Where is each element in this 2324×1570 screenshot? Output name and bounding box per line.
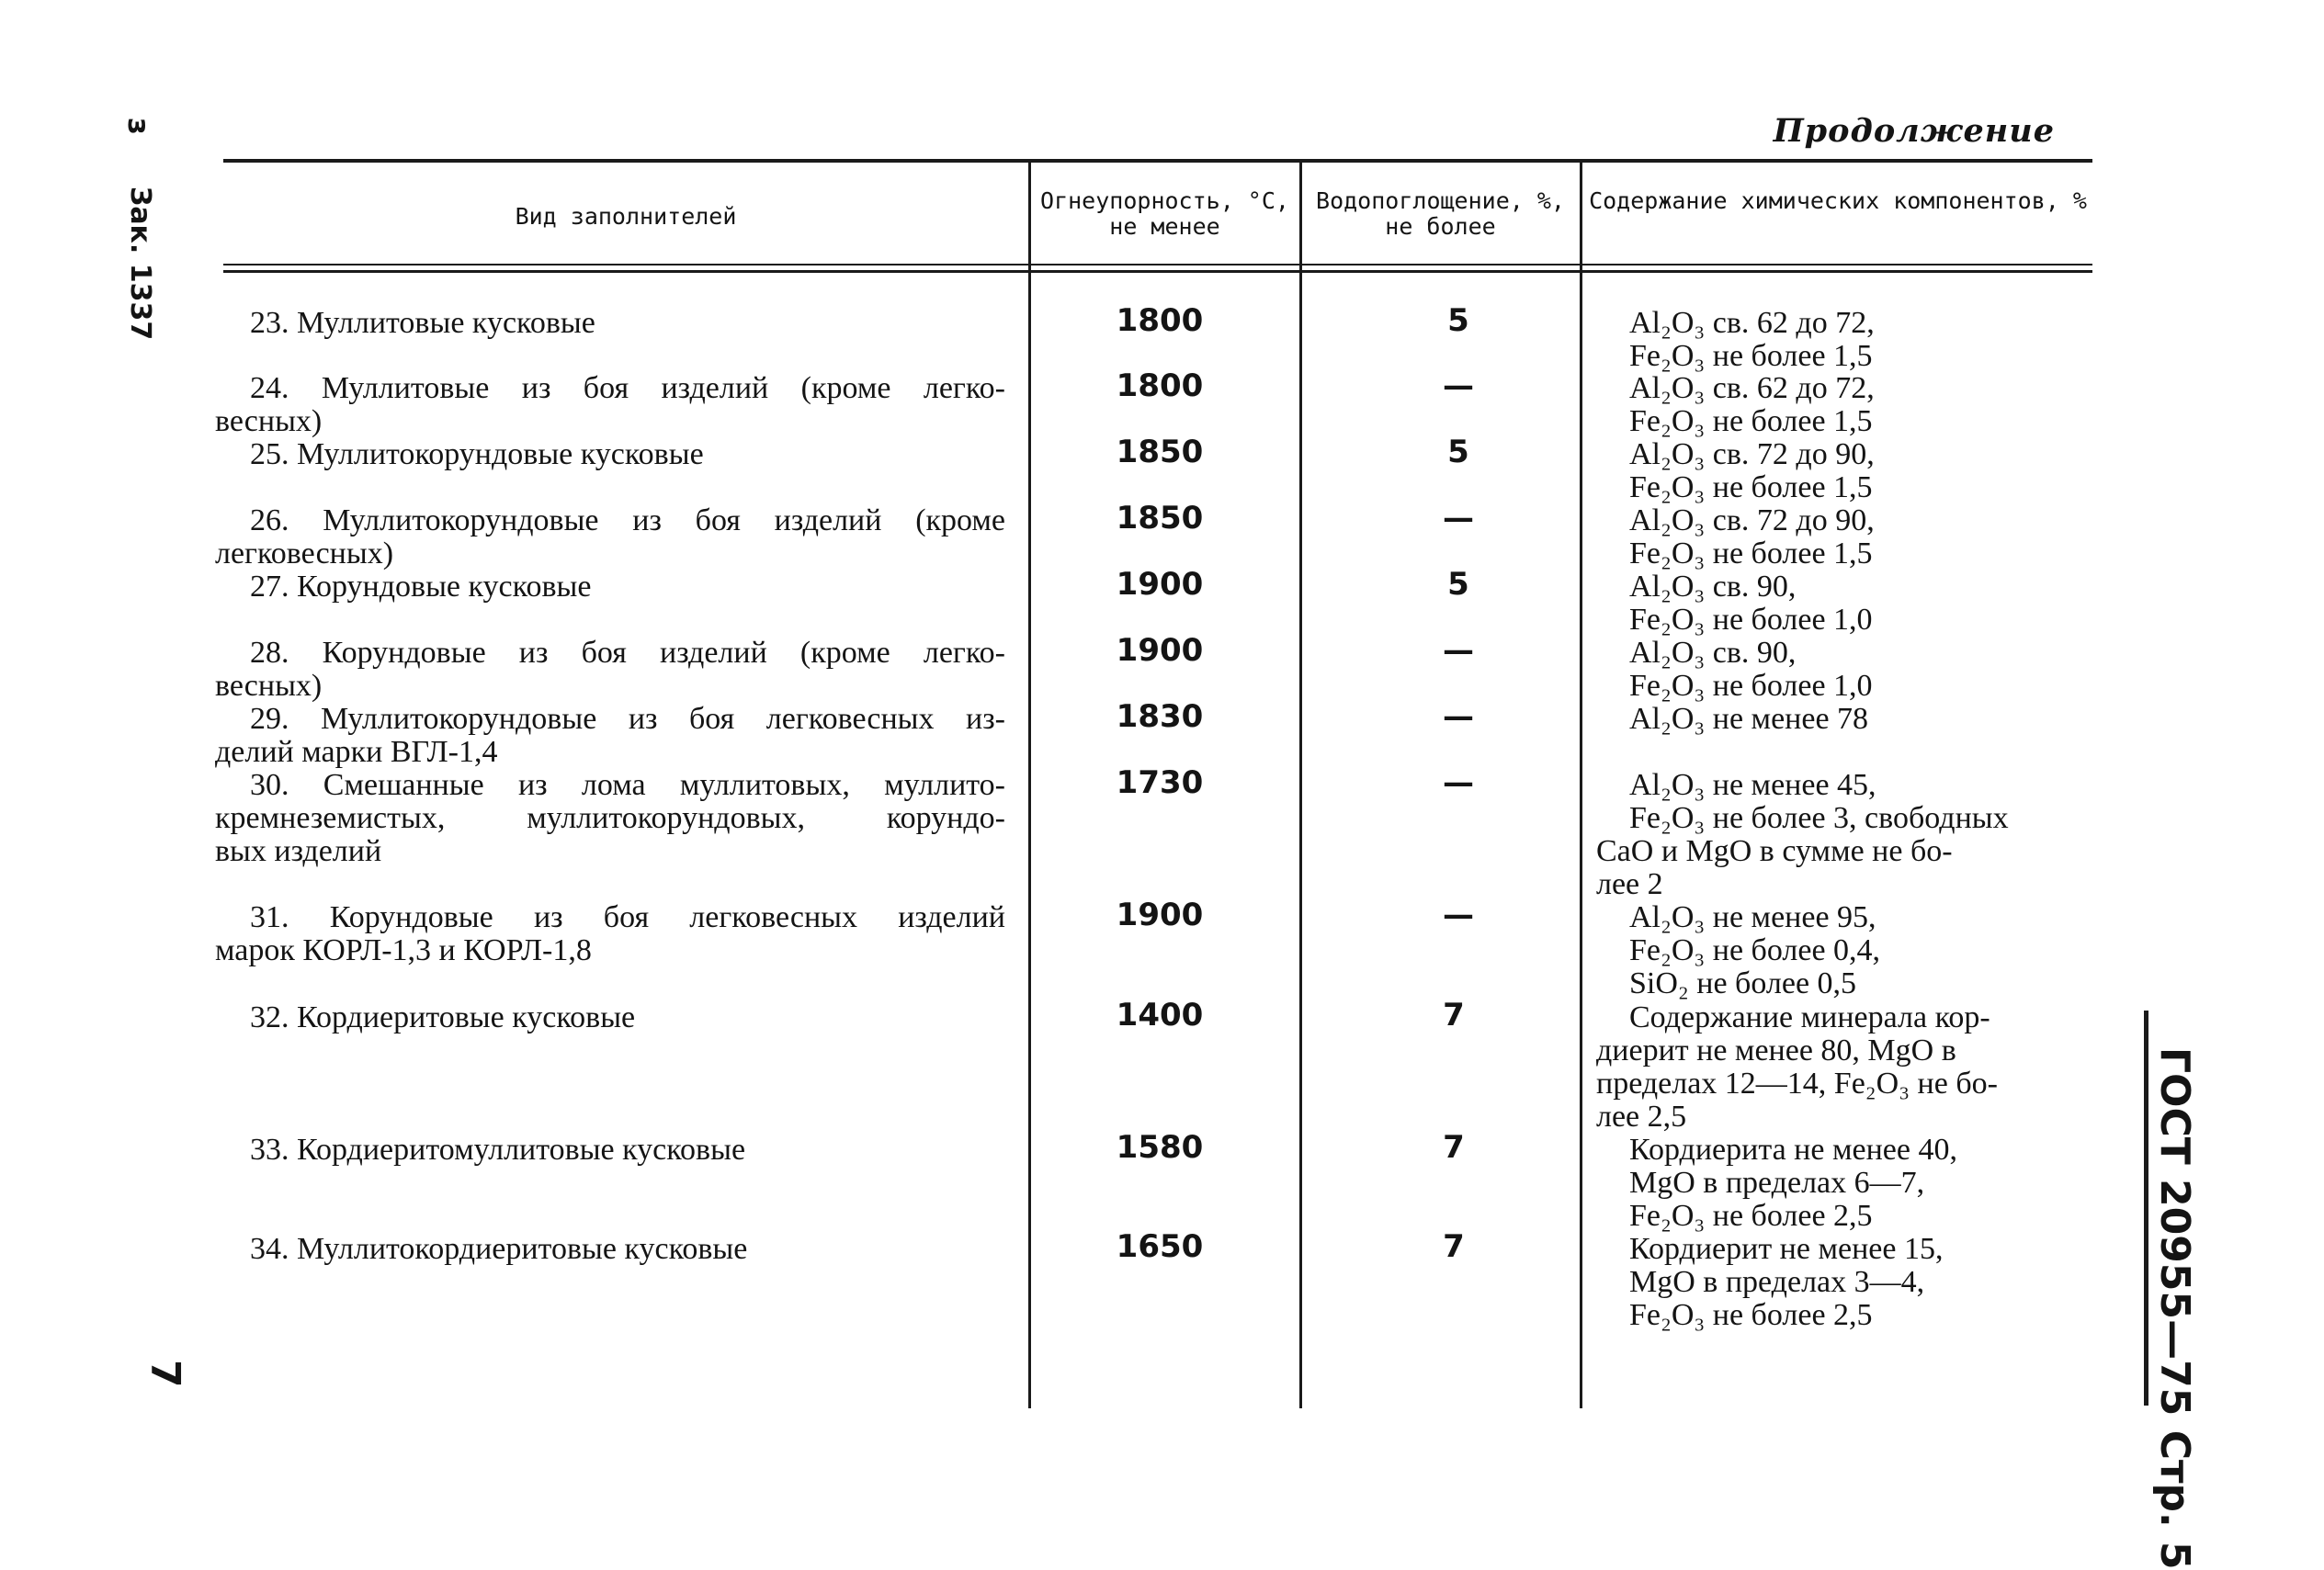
chem-line: Fe₂O₃ не более 1,5 — [1629, 339, 1873, 373]
row-29-name-cont — [215, 736, 498, 769]
row-26-chemistry — [1629, 504, 1875, 570]
gost-rule — [2144, 1011, 2148, 1406]
row-25-chemistry — [1629, 438, 1875, 504]
row-34-chemistry — [1629, 1233, 1943, 1332]
row-26-water: — — [1443, 500, 1474, 537]
chem-line: Al₂O₃ не менее 78 — [1629, 702, 1869, 736]
chem-line: Fe₂O₃ не более 1,5 — [1629, 404, 1873, 438]
row-29-chemistry — [1629, 703, 1868, 736]
row-31-water: — — [1443, 897, 1474, 933]
row-27-chemistry — [1629, 570, 1873, 637]
header-bottom-rule-1 — [223, 264, 2092, 265]
chem-line: Fe₂O₃ не более 0,4, — [1629, 933, 1881, 967]
continued-caption: Продолжение — [1773, 112, 2055, 150]
row-33-name — [250, 1134, 745, 1167]
chem-line: лее 2 — [1596, 867, 1663, 901]
chem-line: Fe₂O₃ не более 3, свободных — [1629, 801, 2009, 835]
chem-line: Fe₂O₃ не более 1,0 — [1629, 669, 1873, 703]
chem-line: Al₂O₃ св. 62 до 72, — [1629, 371, 1875, 405]
row-33-chemistry — [1629, 1134, 1957, 1233]
name-line: делий марки ВГЛ-1,4 — [215, 735, 498, 769]
chem-line: MgO в пределах 3—4, — [1629, 1265, 1925, 1299]
col-divider-2 — [1299, 163, 1302, 1408]
row-26-name — [215, 504, 1005, 537]
row-28-name — [215, 637, 1005, 670]
chem-line: Al₂O₃ св. 90, — [1629, 570, 1797, 604]
row-30-name-cont — [215, 835, 381, 868]
row-27-water: 5 — [1447, 566, 1469, 603]
row-24-name-cont — [215, 405, 322, 438]
chem-line: Al₂O₃ св. 72 до 90, — [1629, 503, 1875, 537]
row-34-name — [250, 1233, 747, 1266]
chem-line: Al₂O₃ не менее 95, — [1629, 900, 1876, 934]
name-line: 26. Муллитокорундовые из боя изделий (кроме — [250, 503, 1005, 537]
row-29-refractoriness: 1830 — [1116, 698, 1204, 735]
chem-line: Al₂O₃ св. 90, — [1629, 636, 1797, 670]
chem-line: Содержание минерала кор- — [1629, 1000, 1990, 1034]
name-line: весных) — [215, 404, 323, 438]
chem-line: Кордиерит не менее 15, — [1629, 1232, 1944, 1266]
chem-line: Al₂O₃ не менее 45, — [1629, 768, 1876, 802]
row-24-name — [215, 372, 1005, 405]
row-25-water: 5 — [1447, 434, 1469, 470]
name-line: кремнеземистых, муллитокорундовых, корундо- — [215, 801, 1005, 835]
row-31-name — [215, 901, 1005, 934]
row-27-name — [250, 570, 591, 604]
header-water-absorption: Водопоглощение, %, не более — [1316, 187, 1565, 240]
row-33-refractoriness: 1580 — [1116, 1129, 1204, 1166]
header-filler-type: Вид заполнителей — [515, 203, 737, 230]
row-28-water: — — [1443, 632, 1474, 669]
order-number: Зак. 1337 — [124, 186, 156, 341]
row-29-name — [215, 703, 1005, 736]
row-32-refractoriness: 1400 — [1116, 997, 1204, 1033]
name-line: весных) — [215, 669, 323, 703]
name-line: 27. Корундовые кусковые — [250, 570, 592, 604]
chem-line: Al₂O₃ св. 72 до 90, — [1629, 437, 1875, 471]
row-32-water: 7 — [1443, 997, 1465, 1033]
page-number: 7 — [142, 1360, 188, 1388]
name-line: 33. Кордиеритомуллитовые кусковые — [250, 1133, 746, 1167]
row-28-chemistry — [1629, 637, 1873, 703]
gost-mark: ГОСТ 20955—75 Стр. 5 — [2151, 1047, 2198, 1570]
row-31-refractoriness: 1900 — [1116, 897, 1204, 933]
chem-line: лее 2,5 — [1596, 1100, 1687, 1134]
row-24-water: — — [1443, 367, 1474, 404]
row-32-name — [250, 1001, 635, 1034]
name-line: легковесных) — [215, 537, 394, 570]
header-bottom-rule-2 — [223, 270, 2092, 273]
name-line: 29. Муллитокорундовые из боя легковесных из- — [250, 702, 1005, 736]
chem-line: Fe₂O₃ не более 1,5 — [1629, 470, 1873, 504]
chem-line: CaO и MgO в сумме не бо- — [1596, 834, 1953, 868]
header-chemical-content: Содержание химических компонентов, % — [1589, 187, 2087, 214]
row-26-refractoriness: 1850 — [1116, 500, 1204, 537]
name-line: 24. Муллитовые из боя изделий (кроме легко- — [250, 371, 1005, 405]
row-30-water: — — [1443, 764, 1474, 801]
row-23-name — [250, 307, 595, 340]
name-line: марок КОРЛ-1,3 и КОРЛ-1,8 — [215, 933, 592, 967]
page-mark: з — [121, 118, 156, 135]
chem-line: Fe₂O₃ не более 2,5 — [1629, 1298, 1873, 1332]
header-refractoriness: Огнеупорность, °С, не менее — [1040, 187, 1289, 240]
col-divider-1 — [1028, 163, 1031, 1408]
row-30-refractoriness: 1730 — [1116, 764, 1204, 801]
name-line: 23. Муллитовые кусковые — [250, 306, 595, 340]
chem-line: Fe₂O₃ не более 1,0 — [1629, 603, 1873, 637]
name-line: 28. Корундовые из боя изделий (кроме легко- — [250, 636, 1005, 670]
chem-line: пределах 12—14, Fe₂O₃ не бо- — [1596, 1067, 1998, 1101]
row-31-name-cont — [215, 934, 592, 967]
name-line: 30. Смешанные из лома муллитовых, муллито- — [250, 768, 1005, 802]
row-25-refractoriness: 1850 — [1116, 434, 1204, 470]
row-32-chemistry — [1596, 1001, 2091, 1134]
chem-line: MgO в пределах 6—7, — [1629, 1166, 1925, 1200]
row-23-chemistry — [1629, 307, 1875, 373]
name-line: вых изделий — [215, 834, 382, 868]
chem-line: Кордиерита не менее 40, — [1629, 1133, 1957, 1167]
row-24-refractoriness: 1800 — [1116, 367, 1204, 404]
row-34-water: 7 — [1443, 1228, 1465, 1265]
row-25-name — [250, 438, 704, 471]
chem-line: SiO₂ не более 0,5 — [1629, 966, 1857, 1000]
name-line: 32. Кордиеритовые кусковые — [250, 1000, 636, 1034]
chem-line: диерит не менее 80, MgO в — [1596, 1033, 1956, 1067]
row-26-name-cont — [215, 537, 393, 570]
name-line: 31. Корундовые из боя легковесных изделий — [250, 900, 1005, 934]
row-28-name-cont — [215, 670, 322, 703]
name-line: 34. Муллитокордиеритовые кусковые — [250, 1232, 748, 1266]
row-23-refractoriness: 1800 — [1116, 302, 1204, 339]
row-27-refractoriness: 1900 — [1116, 566, 1204, 603]
table-top-rule — [223, 159, 2092, 163]
chem-line: Al₂O₃ св. 62 до 72, — [1629, 306, 1875, 340]
row-28-refractoriness: 1900 — [1116, 632, 1204, 669]
row-31-chemistry — [1629, 901, 1880, 1000]
chem-line: Fe₂O₃ не более 1,5 — [1629, 537, 1873, 570]
row-23-water: 5 — [1447, 302, 1469, 339]
row-24-chemistry — [1629, 372, 1875, 438]
row-33-water: 7 — [1443, 1129, 1465, 1166]
row-34-refractoriness: 1650 — [1116, 1228, 1204, 1265]
row-29-water: — — [1443, 698, 1474, 735]
row-30-name — [215, 769, 1005, 835]
row-30-chemistry — [1596, 769, 2091, 901]
col-divider-3 — [1580, 163, 1582, 1408]
chem-line: Fe₂O₃ не более 2,5 — [1629, 1199, 1873, 1233]
name-line: 25. Муллитокорундовые кусковые — [250, 437, 704, 471]
